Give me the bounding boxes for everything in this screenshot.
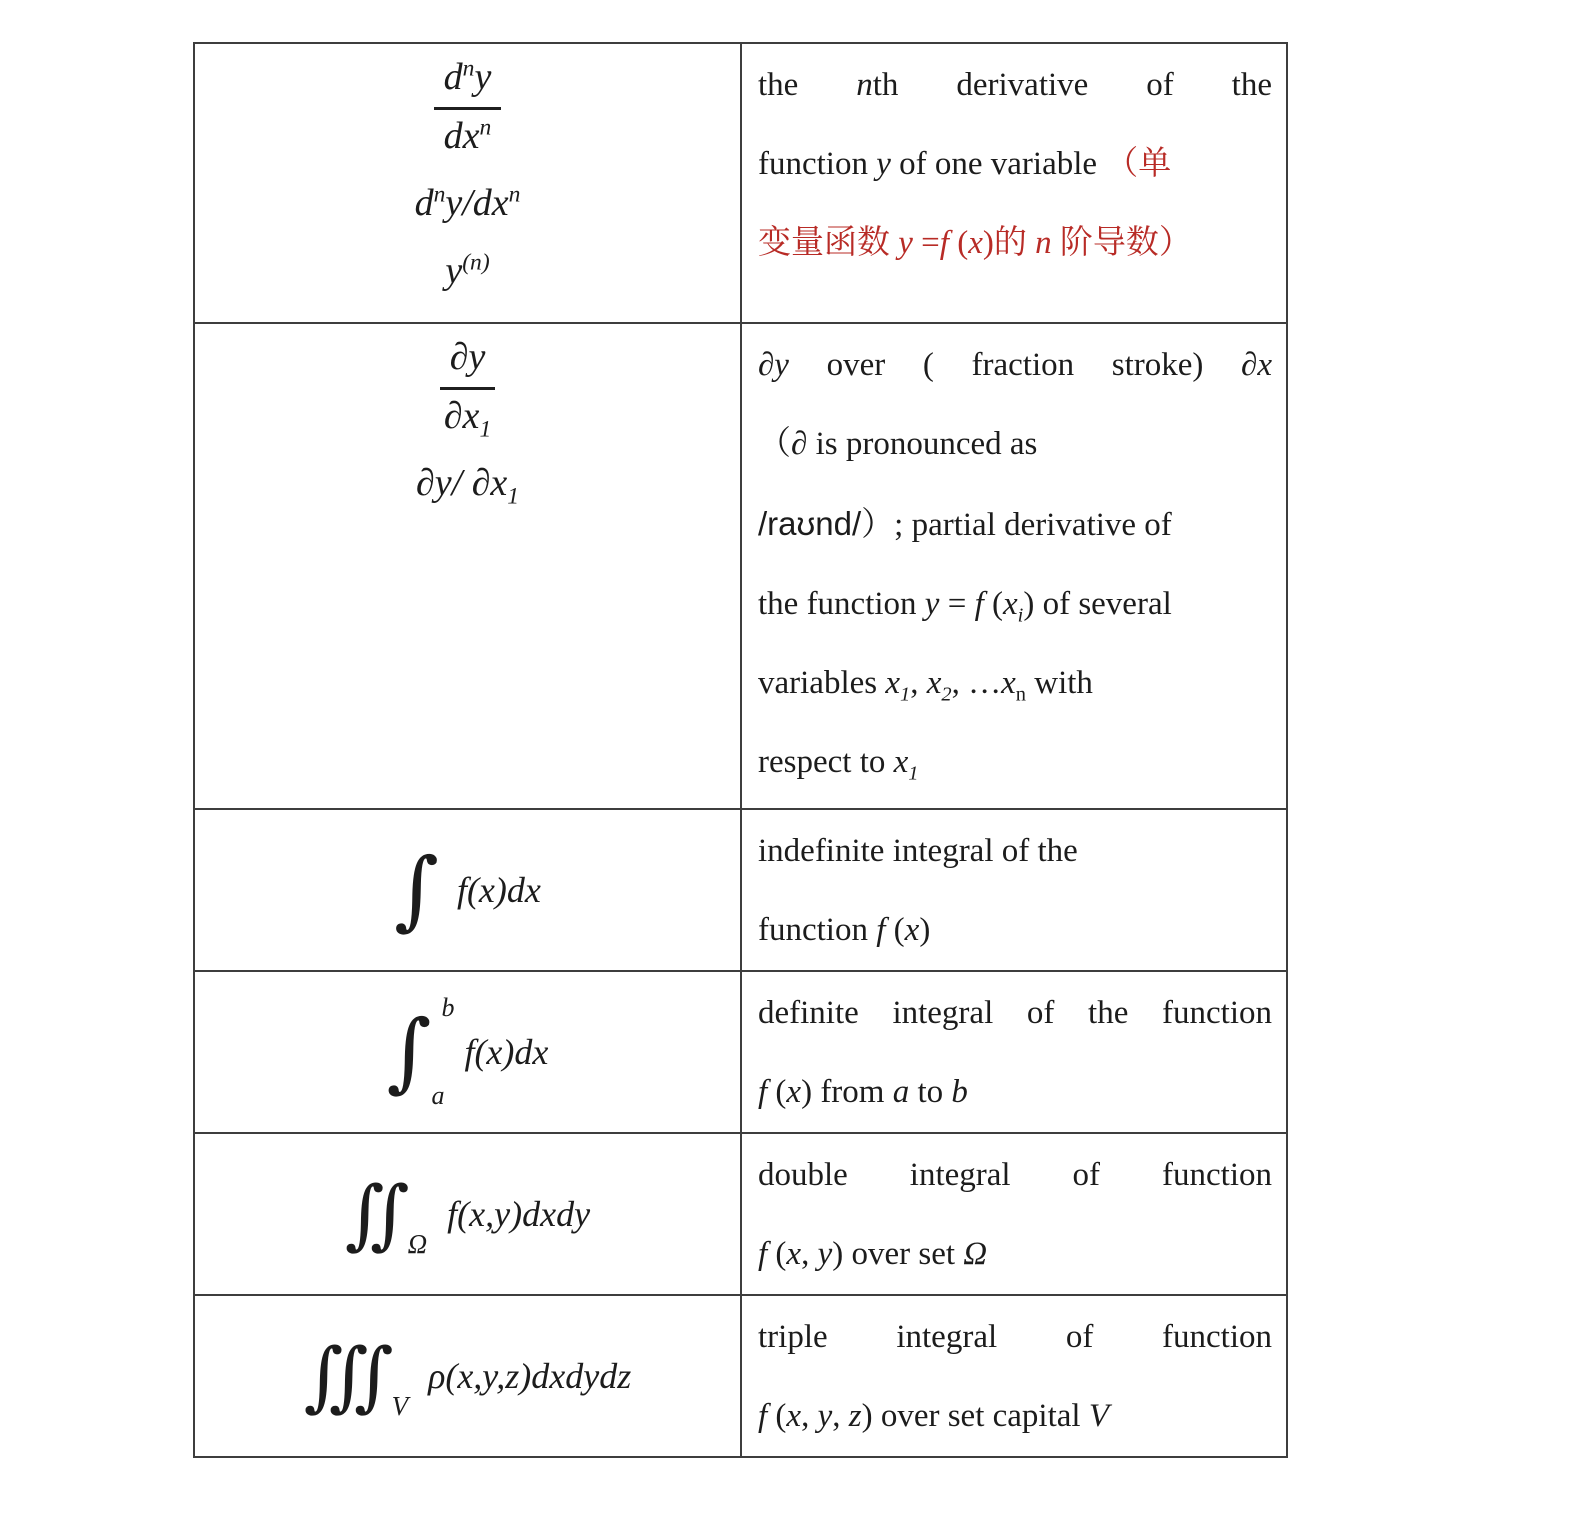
fraction-dny-dxn [434, 56, 502, 158]
desc-line: function f (x) [758, 912, 931, 948]
table-row-definite-integral [194, 971, 1287, 1133]
desc-line: f (x) from a to b [758, 1074, 968, 1110]
description-cell-definite-integral [741, 971, 1287, 1133]
desc-line: （∂ is pronounced as [758, 426, 1038, 462]
integral-limits [431, 993, 455, 1111]
desc-line: definite integral of the function [758, 995, 1272, 1031]
symbol-cell-indefinite-integral [194, 809, 741, 971]
description-cell-partial-derivative [741, 323, 1287, 809]
desc-line: /raʊnd/）; partial derivative of [758, 505, 1172, 543]
table-row-triple-integral [194, 1295, 1287, 1457]
domain-subscript: V [391, 1390, 409, 1421]
desc-line: double integral of function [758, 1157, 1272, 1193]
integrand: f(x)dx [464, 1032, 549, 1072]
fraction-denominator: $\partial x_1$ [443, 394, 492, 443]
symbol-cell-triple-integral [194, 1295, 741, 1457]
symbol-cell-definite-integral [194, 971, 741, 1133]
symbol-stack [195, 324, 740, 510]
formula-slash-notation: $d^ny/dx^n$ [414, 181, 521, 225]
integral-formula [195, 1169, 740, 1259]
integral-formula [195, 1331, 740, 1421]
integral-formula [195, 993, 740, 1111]
table-row-partial-derivative [194, 323, 1287, 809]
description-cell-indefinite-integral [741, 809, 1287, 971]
desc-line: ∂y over ( fraction stroke) ∂x [758, 347, 1272, 383]
upper-limit: b [441, 993, 455, 1022]
desc-line: f (x, y) over set Ω [758, 1236, 988, 1272]
desc-line: indefinite integral of the [758, 833, 1078, 869]
symbol-cell-double-integral [194, 1133, 741, 1295]
fraction-numerator: $d^ny$ [434, 56, 502, 110]
integrand: ρ(x,y,z)dxdydz [428, 1356, 632, 1396]
description-cell-nth-derivative [741, 43, 1287, 323]
symbol-cell-nth-derivative [194, 43, 741, 323]
description-cell-double-integral [741, 1133, 1287, 1295]
desc-line: f (x, y, z) over set capital V [758, 1398, 1109, 1434]
integrand: f(x)dx [456, 870, 541, 910]
symbol-cell-partial-derivative [194, 323, 741, 809]
desc-line: triple integral of function [758, 1319, 1272, 1355]
table-row-nth-derivative [194, 43, 1287, 323]
integral-formula [195, 840, 740, 940]
table-row-indefinite-integral [194, 809, 1287, 971]
integrand: f(x,y)dxdy [447, 1194, 591, 1234]
desc-line: variables $x_1$, $x_2$, $\dots x_n$ with [758, 665, 1093, 706]
integral-with-limits [303, 1331, 410, 1421]
formula-y-superscript-n: $y^{(n)}$ [445, 249, 490, 293]
table-row-double-integral [194, 1133, 1287, 1295]
desc-line: the function y = f $(x_i)$ of several [758, 586, 1172, 627]
fraction-dy-dx1 [440, 336, 496, 443]
integral-with-limits [386, 993, 455, 1111]
double-integral-sign: ∬ [344, 1169, 410, 1258]
integral-with-limits [344, 1169, 429, 1259]
integral-sign: ∫ [394, 840, 439, 940]
desc-line: function y of one variable （单 [758, 146, 1172, 182]
fraction-numerator: ∂y [440, 336, 496, 390]
lower-limit: a [431, 1081, 445, 1110]
desc-line: the nth derivative of the [758, 67, 1272, 103]
fraction-denominator: $dx^n$ [443, 114, 492, 157]
desc-line-red-chinese: 变量函数 y =f (x)的 n 阶导数） [758, 225, 1192, 261]
triple-integral-sign: ∭ [303, 1331, 394, 1420]
symbol-stack [195, 44, 740, 294]
formula-slash-notation: ∂y/ $\partial x_1$ [415, 462, 520, 510]
notation-table [193, 42, 1288, 1458]
domain-subscript: Ω [407, 1228, 428, 1259]
integral-sign: ∫ [386, 1002, 432, 1102]
desc-line: respect to $x_1$ [758, 744, 919, 785]
description-cell-triple-integral [741, 1295, 1287, 1457]
